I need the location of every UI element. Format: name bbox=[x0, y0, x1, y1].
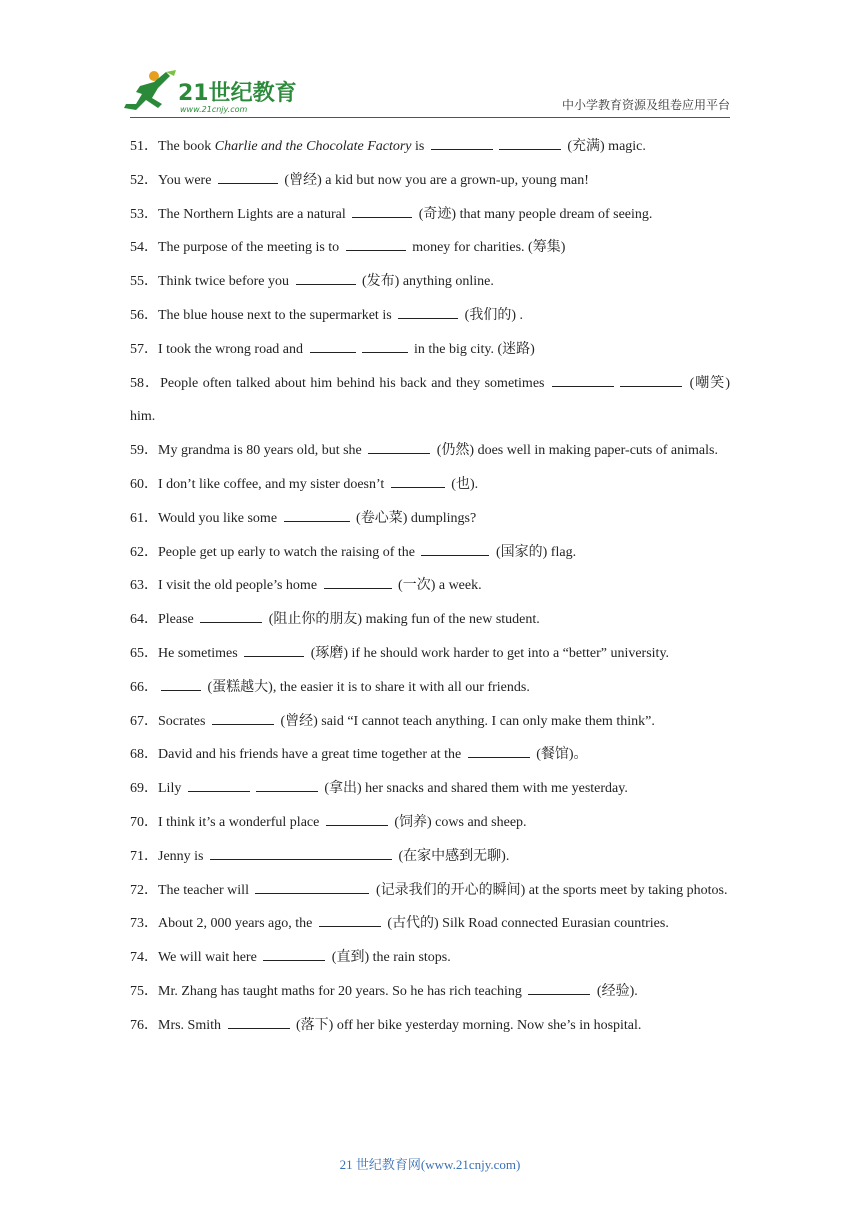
answer-blank[interactable] bbox=[263, 948, 325, 961]
question-item bbox=[130, 130, 730, 164]
question-number: 55． bbox=[130, 274, 158, 290]
question-number: 57． bbox=[130, 341, 158, 357]
question-item bbox=[130, 840, 730, 874]
question-text: I don’t like coffee, and my sister doesn’t bbox=[158, 476, 388, 492]
question-text: (曾经) a kid but now you are a grown-up, young man! bbox=[280, 172, 589, 188]
question-text: (奇迹) that many people dream of seeing. bbox=[415, 206, 653, 222]
question-item bbox=[130, 874, 730, 908]
question-text: (落下) off her bike yesterday morning. Now she’s in hospital. bbox=[292, 1017, 642, 1033]
question-text: I took the wrong road and bbox=[158, 341, 307, 357]
question-item bbox=[130, 231, 730, 265]
question-text: The Northern Lights are a natural bbox=[158, 206, 350, 222]
logo-21cnjy bbox=[120, 68, 300, 118]
question-text: Would you like some bbox=[158, 510, 281, 526]
question-text: (阻止你的朋友) making fun of the new student. bbox=[265, 612, 540, 628]
page-footer: 21 世纪教育网(www.21cnjy.com) bbox=[339, 1157, 521, 1172]
question-item bbox=[130, 367, 730, 435]
question-number: 69． bbox=[130, 781, 158, 797]
answer-blank[interactable] bbox=[528, 982, 590, 995]
question-number: 72． bbox=[130, 882, 158, 898]
question-text: (国家的) flag. bbox=[492, 544, 577, 560]
question-item bbox=[130, 603, 730, 637]
question-text: (嘲笑) him. bbox=[130, 375, 731, 425]
question-text: money for charities. (筹集) bbox=[408, 240, 566, 256]
question-number: 68． bbox=[130, 747, 158, 763]
question-item bbox=[130, 975, 730, 1009]
answer-blank[interactable] bbox=[398, 306, 458, 319]
question-number: 60． bbox=[130, 476, 158, 492]
question-text: in the big city. (迷路) bbox=[410, 341, 535, 357]
question-text: Mr. Zhang has taught maths for 20 years. So he has rich teaching bbox=[158, 983, 526, 999]
question-item bbox=[130, 671, 730, 705]
answer-blank[interactable] bbox=[368, 441, 430, 454]
question-item bbox=[130, 536, 730, 570]
question-item bbox=[130, 434, 730, 468]
answer-blank[interactable] bbox=[212, 712, 274, 725]
question-item bbox=[130, 907, 730, 941]
question-text: I visit the old people’s home bbox=[158, 578, 321, 594]
question-text: (卷心菜) dumplings? bbox=[352, 510, 477, 526]
question-number: 54． bbox=[130, 240, 158, 256]
question-number: 75． bbox=[130, 983, 158, 999]
answer-blank[interactable] bbox=[161, 678, 201, 691]
question-number: 64． bbox=[130, 612, 158, 628]
runner-icon bbox=[124, 70, 176, 110]
question-text: The book bbox=[158, 139, 215, 154]
question-text: (记录我们的开心的瞬间) at the sports meet by taking photos. bbox=[372, 882, 728, 898]
answer-blank[interactable] bbox=[296, 272, 356, 285]
answer-blank[interactable] bbox=[552, 374, 614, 387]
question-item bbox=[130, 265, 730, 299]
question-text: (拿出) her snacks and shared them with me yesterday. bbox=[320, 781, 628, 797]
answer-blank[interactable] bbox=[431, 137, 493, 150]
question-text: (餐馆)。 bbox=[532, 747, 588, 763]
answer-blank[interactable] bbox=[188, 779, 250, 792]
question-text: (饲养) cows and sheep. bbox=[390, 814, 527, 830]
answer-blank[interactable] bbox=[324, 576, 392, 589]
answer-blank[interactable] bbox=[421, 543, 489, 556]
logo-text: 21世纪教育 bbox=[178, 81, 297, 106]
question-number: 52． bbox=[130, 172, 158, 188]
question-text: (经验). bbox=[593, 983, 638, 999]
answer-blank[interactable] bbox=[319, 914, 381, 927]
question-text: (发布) anything online. bbox=[358, 274, 494, 290]
question-number: 71． bbox=[130, 848, 158, 864]
question-text: (一次) a week. bbox=[394, 578, 482, 594]
question-text: Jenny is bbox=[158, 848, 207, 864]
site-name: 中小学教育资源及组卷应用平台 bbox=[561, 98, 730, 112]
answer-blank[interactable] bbox=[228, 1016, 290, 1029]
question-text: (直到) the rain stops. bbox=[328, 950, 451, 966]
question-item bbox=[130, 1009, 730, 1043]
question-text: Please bbox=[158, 612, 198, 628]
question-number: 76． bbox=[130, 1017, 158, 1033]
question-text: (充满) magic. bbox=[563, 139, 646, 154]
question-text: The blue house next to the supermarket is bbox=[158, 307, 396, 323]
logo-url: www.21cnjy.com bbox=[180, 105, 248, 114]
question-text: (我们的) . bbox=[461, 307, 523, 323]
answer-blank[interactable] bbox=[284, 509, 350, 522]
answer-blank[interactable] bbox=[391, 475, 445, 488]
answer-blank[interactable] bbox=[499, 137, 561, 150]
question-text: About 2, 000 years ago, the bbox=[158, 916, 316, 932]
question-item bbox=[130, 569, 730, 603]
answer-blank[interactable] bbox=[346, 238, 406, 251]
question-number: 66． bbox=[130, 679, 158, 695]
question-text: People often talked about him behind his back and they sometimes bbox=[160, 375, 550, 391]
question-list bbox=[130, 130, 730, 1043]
answer-blank[interactable] bbox=[310, 340, 356, 353]
answer-blank[interactable] bbox=[362, 340, 408, 353]
question-number: 59． bbox=[130, 443, 158, 459]
question-item bbox=[130, 637, 730, 671]
question-item bbox=[130, 198, 730, 232]
question-item bbox=[130, 941, 730, 975]
question-text: (也). bbox=[447, 476, 479, 492]
question-number: 53． bbox=[130, 206, 158, 222]
question-text: The teacher will bbox=[158, 882, 253, 898]
question-text: (在家中感到无聊). bbox=[395, 848, 510, 864]
answer-blank[interactable] bbox=[255, 881, 369, 894]
header-divider bbox=[130, 117, 730, 118]
question-text: David and his friends have a great time together at the bbox=[158, 747, 465, 763]
question-text: Think twice before you bbox=[158, 274, 293, 290]
answer-blank[interactable] bbox=[210, 847, 392, 860]
answer-blank[interactable] bbox=[218, 171, 278, 184]
answer-blank[interactable] bbox=[326, 813, 388, 826]
question-number: 63． bbox=[130, 578, 158, 594]
question-text: (琢磨) if he should work harder to get into a “better” university. bbox=[307, 645, 670, 661]
question-item bbox=[130, 738, 730, 772]
answer-blank[interactable] bbox=[256, 779, 318, 792]
question-number: 56． bbox=[130, 307, 158, 323]
question-number: 73． bbox=[130, 916, 158, 932]
question-number: 70． bbox=[130, 814, 158, 830]
question-item bbox=[130, 806, 730, 840]
question-text: Lily bbox=[158, 781, 185, 797]
question-item bbox=[130, 502, 730, 536]
question-text: Socrates bbox=[158, 713, 209, 729]
answer-blank[interactable] bbox=[352, 205, 412, 218]
question-text: (仍然) does well in making paper-cuts of animals. bbox=[433, 443, 718, 459]
question-number: 51． bbox=[130, 139, 158, 154]
question-text: Mrs. Smith bbox=[158, 1017, 225, 1033]
question-number: 67． bbox=[130, 713, 158, 729]
book-title: Charlie and the Chocolate Factory bbox=[214, 139, 412, 154]
page-header bbox=[0, 0, 860, 118]
answer-blank[interactable] bbox=[620, 374, 682, 387]
question-item bbox=[130, 468, 730, 502]
question-text: We will wait here bbox=[158, 950, 261, 966]
question-item bbox=[130, 164, 730, 198]
question-text: People get up early to watch the raising of the bbox=[158, 544, 419, 560]
question-item bbox=[130, 299, 730, 333]
answer-blank[interactable] bbox=[244, 644, 304, 657]
question-text: (曾经) said “I cannot teach anything. I can only make them think”. bbox=[276, 713, 655, 729]
question-text: I think it’s a wonderful place bbox=[158, 814, 323, 830]
question-item bbox=[130, 705, 730, 739]
question-item bbox=[130, 772, 730, 806]
question-item bbox=[130, 333, 730, 367]
question-number: 74． bbox=[130, 950, 158, 966]
question-number: 61． bbox=[130, 510, 158, 526]
question-text: is bbox=[411, 139, 428, 154]
question-number: 58． bbox=[130, 375, 161, 391]
question-text: (蛋糕越大), the easier it is to share it with all our friends. bbox=[204, 679, 530, 695]
answer-blank[interactable] bbox=[468, 745, 530, 758]
question-number: 62． bbox=[130, 544, 158, 560]
question-text: (古代的) Silk Road connected Eurasian countries. bbox=[383, 916, 669, 932]
question-text: He sometimes bbox=[158, 645, 242, 661]
question-text: The purpose of the meeting is to bbox=[158, 240, 343, 256]
answer-blank[interactable] bbox=[200, 610, 262, 623]
question-text: My grandma is 80 years old, but she bbox=[158, 443, 366, 459]
question-number: 65． bbox=[130, 645, 158, 661]
question-text: You were bbox=[158, 172, 215, 188]
